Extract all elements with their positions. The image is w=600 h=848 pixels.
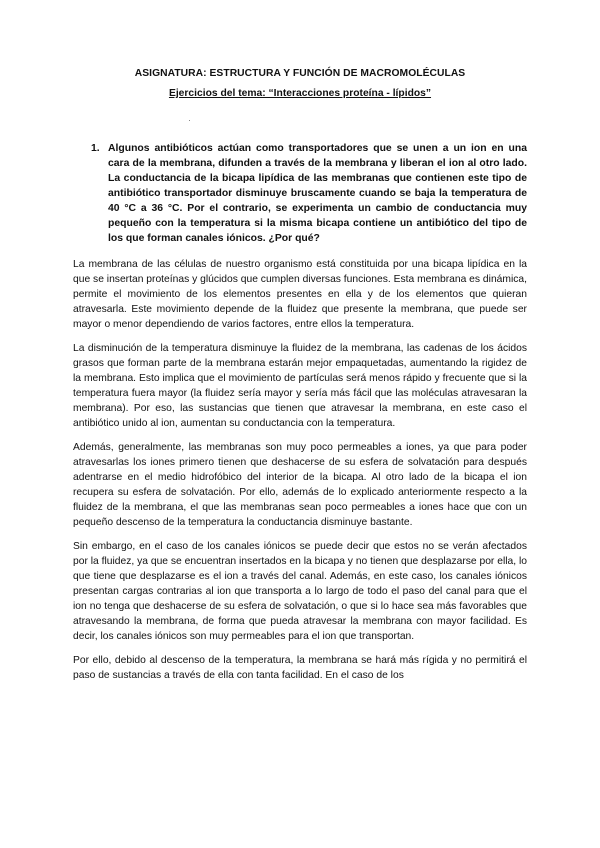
answer-paragraph-3: Además, generalmente, las membranas son muy poco permeables a iones, ya que para poder atravesarlas los iones primero tienen que deshacerse de su esfera de solvatación para después adentrarse en el medio hidrofóbico del interior de la bicapa. Al otro lado de la bicapa el ion recupera su esfera de solvatación. Por ello, además de lo explicado anteriormente respecto a la fluidez de la membrana, el que las membranas sean poco permeables a iones hace que con un pequeño descenso de la temperatura la conductancia disminuye bastante. (73, 442, 527, 528)
question-1 (73, 141, 527, 246)
document-page (73, 64, 527, 683)
question-number: 1. (91, 143, 100, 154)
answer-paragraph-1: La membrana de las células de nuestro organismo está constituida por una bicapa lipídica en la que se insertan proteínas y glúcidos que cumplen diversas funciones. Esta membrana es dinámica, permite el movimiento de los elementos presentes en ella y de los elementos que quieran atravesarla. Este movimiento depende de la fluidez que presente la membrana, que puede ser mayor o menor dependiendo de varios factores, entre ellos la temperatura. (73, 259, 527, 330)
answer-paragraph-5: Por ello, debido al descenso de la temperatura, la membrana se hará más rígida y no permitirá el paso de sustancias a través de ella con tanta facilidad. En el caso de los (73, 655, 527, 681)
answer-paragraph-2: La disminución de la temperatura disminuye la fluidez de la membrana, las cadenas de los ácidos grasos que forman parte de la membrana estarán mejor empaquetadas, aumentando la rigidez de la membrana. Esto implica que el movimiento de partículas será menos rápido y frecuente que si la temperatura fuera mayor (la fluidez sería mayor y sería más fácil que las moléculas atravesaran la membrana). Por eso, las sustancias que tienen que atravesar la membrana, en este caso el antibiótico unido al ion, aumentan su conductancia con la temperatura. (73, 343, 527, 429)
answer-paragraph-4: Sin embargo, en el caso de los canales iónicos se puede decir que estos no se verán afectados por la fluidez, ya que se encuentran insertados en la bicapa y no tienen que desplazarse por ella, lo que tiene que desplazarse es el ion a través del canal. Además, en este caso, los canales iónicos presentan cargas contrarias al ion que transporta a lo largo de todo el paso del canal para que el ion no tenga que deshacerse de su esfera de solvatación, o que si lo hace sea más favorables que atravesando la membrana, de forma que pueda atravesar la membrana con mayor facilidad. Es decir, los canales iónicos son muy permeables para el ion que transportan. (73, 541, 527, 642)
exercise-subtitle: Ejercicios del tema: “Interacciones proteína - lípidos” (168, 88, 432, 99)
page-title: ASIGNATURA: ESTRUCTURA Y FUNCIÓN DE MACROMOLÉCULAS (134, 68, 466, 79)
stray-mark (189, 120, 190, 121)
question-text: Algunos antibióticos actúan como transportadores que se unen a un ion en una cara de la membrana, difunden a través de la membrana y liberan el ion al otro lado. La conductancia de la bicapa lipídica de las membranas que contienen este tipo de antibiótico transportador disminuye bruscamente cuando se baja la temperatura de 40 °C a 36 °C. Por el contrario, se experimenta un cambio de conductancia muy pequeño con la temperatura si la misma bicapa contiene un antibiótico del tipo de los que forman canales iónicos. ¿Por qué? (108, 143, 527, 244)
